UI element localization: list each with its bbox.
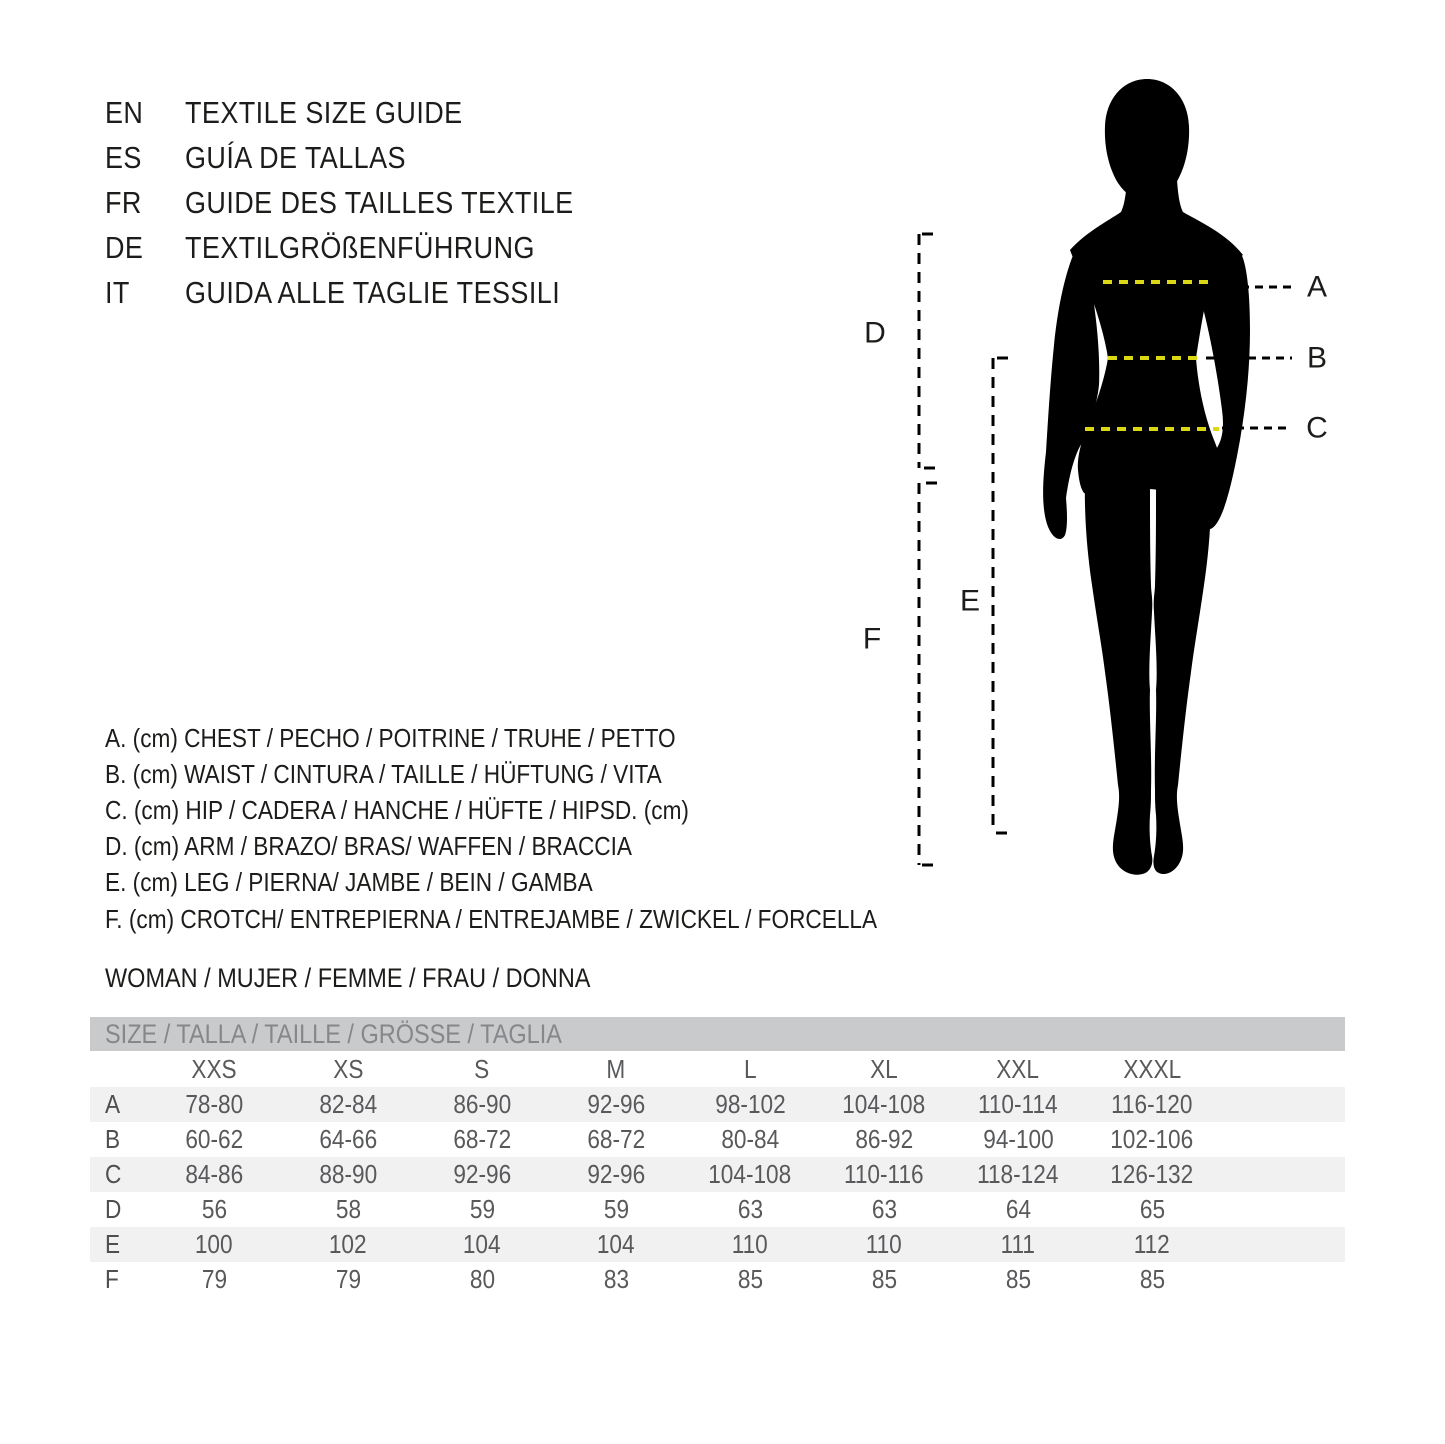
cell-value: 92-96 — [587, 1089, 645, 1119]
table-cell — [817, 1229, 951, 1260]
cell-value: 100 — [195, 1229, 233, 1259]
cell-value: 104 — [597, 1229, 635, 1259]
cell-value: 65 — [1139, 1194, 1165, 1224]
table-row — [90, 1157, 1345, 1192]
cell-value: 82-84 — [319, 1089, 377, 1119]
row-label-cell — [90, 1089, 147, 1120]
marker-label-f: F — [862, 622, 882, 656]
size-label: XXL — [996, 1053, 1040, 1084]
woman-silhouette — [1043, 79, 1250, 875]
cell-value: 86-90 — [453, 1089, 511, 1119]
table-cell — [951, 1159, 1085, 1190]
measurement-line — [105, 901, 992, 937]
table-cell — [415, 1264, 549, 1295]
table-cell — [415, 1089, 549, 1120]
cell-value: 58 — [335, 1194, 361, 1224]
size-table-header-text: SIZE / TALLA / TAILLE / GRÖSSE / TAGLIA — [105, 1018, 562, 1049]
table-cell — [1085, 1124, 1219, 1155]
table-cell — [549, 1124, 683, 1155]
table-cell — [683, 1124, 817, 1155]
marker-label-b: B — [1306, 341, 1328, 375]
language-code-cell — [105, 185, 185, 221]
marker-label-a: A — [1306, 270, 1328, 304]
row-label: C — [105, 1159, 122, 1189]
table-cell — [281, 1124, 415, 1155]
cell-value: 68-72 — [453, 1124, 511, 1154]
cell-value: 85 — [871, 1264, 897, 1294]
size-column-header — [549, 1054, 683, 1085]
table-cell — [281, 1089, 415, 1120]
cell-value: 116-120 — [1111, 1089, 1193, 1119]
table-cell — [1085, 1194, 1219, 1225]
language-code: EN — [105, 94, 144, 130]
language-code-cell — [105, 275, 185, 311]
cell-value: 63 — [871, 1194, 897, 1224]
cell-value: 104-108 — [842, 1089, 926, 1119]
language-title: TEXTILE SIZE GUIDE — [185, 94, 463, 130]
size-label: S — [474, 1053, 490, 1084]
cell-value: 102 — [329, 1229, 367, 1259]
measurement-text: E. (cm) LEG / PIERNA/ JAMBE / BEIN / GAMBA — [105, 867, 593, 898]
size-label: XXS — [191, 1053, 237, 1084]
table-cell — [951, 1229, 1085, 1260]
table-cell — [281, 1264, 415, 1295]
table-cell — [549, 1229, 683, 1260]
size-label: XL — [870, 1053, 898, 1084]
size-header-row — [90, 1051, 1345, 1087]
table-cell — [817, 1194, 951, 1225]
language-code-cell — [105, 95, 185, 131]
language-row — [105, 225, 632, 270]
cell-value: 86-92 — [855, 1124, 913, 1154]
table-cell — [683, 1194, 817, 1225]
gender-line — [105, 960, 663, 996]
language-code-cell — [105, 230, 185, 266]
table-cell — [147, 1159, 281, 1190]
marker-label-c: C — [1306, 411, 1328, 445]
table-cell — [951, 1124, 1085, 1155]
table-cell — [147, 1089, 281, 1120]
cell-value: 118-124 — [977, 1159, 1059, 1189]
cell-value: 88-90 — [319, 1159, 377, 1189]
silhouette-right-leg — [1153, 451, 1211, 874]
language-guide — [105, 90, 632, 315]
cell-value: 110-114 — [978, 1089, 1058, 1119]
size-column-header — [281, 1054, 415, 1085]
cell-value: 64-66 — [319, 1124, 377, 1154]
table-cell — [817, 1264, 951, 1295]
cell-value: 104-108 — [708, 1159, 792, 1189]
table-cell — [281, 1229, 415, 1260]
marker-label-d: D — [864, 316, 886, 350]
measurement-text: B. (cm) WAIST / CINTURA / TAILLE / HÜFTUNG / VITA — [105, 758, 662, 789]
measurement-text: C. (cm) HIP / CADERA / HANCHE / HÜFTE / HIPSD. (cm) — [105, 794, 689, 825]
cell-value: 104 — [463, 1229, 501, 1259]
cell-value: 126-132 — [1110, 1159, 1194, 1189]
cell-value: 111 — [1000, 1229, 1036, 1259]
cell-value: 102-106 — [1110, 1124, 1194, 1154]
size-diagram — [840, 70, 1350, 890]
cell-value: 85 — [1005, 1264, 1031, 1294]
table-row — [90, 1122, 1345, 1157]
language-title: GUIDE DES TAILLES TEXTILE — [185, 184, 574, 220]
table-cell — [147, 1229, 281, 1260]
cell-value: 68-72 — [587, 1124, 645, 1154]
table-cell — [147, 1124, 281, 1155]
cell-value: 92-96 — [453, 1159, 511, 1189]
cell-value: 83 — [603, 1264, 629, 1294]
language-title: TEXTILGRÖßENFÜHRUNG — [185, 229, 535, 265]
language-code-cell — [105, 140, 185, 176]
row-label-cell — [90, 1159, 147, 1190]
size-table-body — [90, 1051, 1345, 1297]
row-label: B — [105, 1124, 121, 1154]
size-table-header — [90, 1017, 1345, 1051]
cell-value: 94-100 — [982, 1124, 1054, 1154]
table-cell — [415, 1194, 549, 1225]
cell-value: 64 — [1005, 1194, 1031, 1224]
measurement-text: F. (cm) CROTCH/ ENTREPIERNA / ENTREJAMBE / ZWICKEL / FORCELLA — [105, 903, 878, 934]
gender-line-text: WOMAN / MUJER / FEMME / FRAU / DONNA — [105, 962, 591, 993]
measurement-text: D. (cm) ARM / BRAZO/ BRAS/ WAFFEN / BRACCIA — [105, 831, 633, 862]
table-cell — [549, 1159, 683, 1190]
cell-value: 92-96 — [587, 1159, 645, 1189]
table-cell — [683, 1089, 817, 1120]
language-row — [105, 135, 632, 180]
table-row — [90, 1227, 1345, 1262]
cell-value: 80-84 — [721, 1124, 779, 1154]
table-cell — [1085, 1264, 1219, 1295]
size-label: XS — [332, 1053, 364, 1084]
size-label: XXXL — [1123, 1053, 1181, 1084]
cell-value: 80 — [469, 1264, 495, 1294]
cell-value: 110 — [865, 1229, 903, 1259]
measurement-text: A. (cm) CHEST / PECHO / POITRINE / TRUHE / PETTO — [105, 722, 676, 753]
row-label: E — [105, 1229, 121, 1259]
table-cell — [549, 1089, 683, 1120]
language-row — [105, 180, 632, 225]
table-cell — [549, 1264, 683, 1295]
cell-value: 85 — [1139, 1264, 1165, 1294]
language-title: GUIDA ALLE TAGLIE TESSILI — [185, 274, 561, 310]
table-row — [90, 1192, 1345, 1227]
table-cell — [1085, 1159, 1219, 1190]
table-cell — [817, 1089, 951, 1120]
language-row — [105, 90, 632, 135]
size-label: L — [743, 1053, 757, 1084]
table-cell — [817, 1159, 951, 1190]
marker-label-e: E — [959, 584, 981, 618]
cell-value: 85 — [737, 1264, 763, 1294]
table-cell — [415, 1124, 549, 1155]
row-label: A — [105, 1089, 121, 1119]
cell-value: 59 — [469, 1194, 495, 1224]
cell-value: 59 — [603, 1194, 629, 1224]
cell-value: 98-102 — [714, 1089, 786, 1119]
cell-value: 63 — [737, 1194, 763, 1224]
size-label: M — [606, 1053, 626, 1084]
table-cell — [415, 1159, 549, 1190]
size-column-header — [415, 1054, 549, 1085]
table-cell — [281, 1159, 415, 1190]
table-cell — [281, 1194, 415, 1225]
table-cell — [147, 1264, 281, 1295]
table-cell — [415, 1229, 549, 1260]
size-column-header — [817, 1054, 951, 1085]
cell-value: 84-86 — [185, 1159, 243, 1189]
row-label-cell — [90, 1264, 147, 1295]
size-column-header — [1085, 1054, 1219, 1085]
cell-value: 110-116 — [844, 1159, 924, 1189]
silhouette-left-leg — [1085, 451, 1153, 875]
table-row — [90, 1262, 1345, 1297]
row-label-cell — [90, 1124, 147, 1155]
table-cell — [683, 1264, 817, 1295]
vertical-measure-lines — [919, 234, 1008, 865]
table-cell — [147, 1194, 281, 1225]
table-cell — [1085, 1229, 1219, 1260]
cell-value: 60-62 — [185, 1124, 243, 1154]
language-code: FR — [105, 184, 142, 220]
language-row — [105, 270, 632, 315]
table-cell — [1085, 1089, 1219, 1120]
table-row — [90, 1087, 1345, 1122]
cell-value: 110 — [731, 1229, 769, 1259]
row-label-cell — [90, 1194, 147, 1225]
cell-value: 79 — [201, 1264, 227, 1294]
table-cell — [683, 1229, 817, 1260]
cell-value: 78-80 — [185, 1089, 243, 1119]
table-cell — [951, 1264, 1085, 1295]
language-code: IT — [105, 274, 130, 310]
table-cell — [817, 1124, 951, 1155]
table-cell — [549, 1194, 683, 1225]
table-cell — [951, 1194, 1085, 1225]
cell-value: 112 — [1133, 1229, 1171, 1259]
row-label: F — [105, 1264, 119, 1294]
language-code: ES — [105, 139, 142, 175]
cell-value: 79 — [335, 1264, 361, 1294]
size-column-header — [683, 1054, 817, 1085]
size-column-header — [951, 1054, 1085, 1085]
size-table — [90, 1017, 1345, 1297]
table-cell — [683, 1159, 817, 1190]
row-label-cell — [90, 1229, 147, 1260]
table-cell — [951, 1089, 1085, 1120]
cell-value: 56 — [201, 1194, 227, 1224]
language-title: GUÍA DE TALLAS — [185, 139, 406, 175]
row-label: D — [105, 1194, 122, 1224]
size-column-header — [147, 1054, 281, 1085]
language-code: DE — [105, 229, 144, 265]
